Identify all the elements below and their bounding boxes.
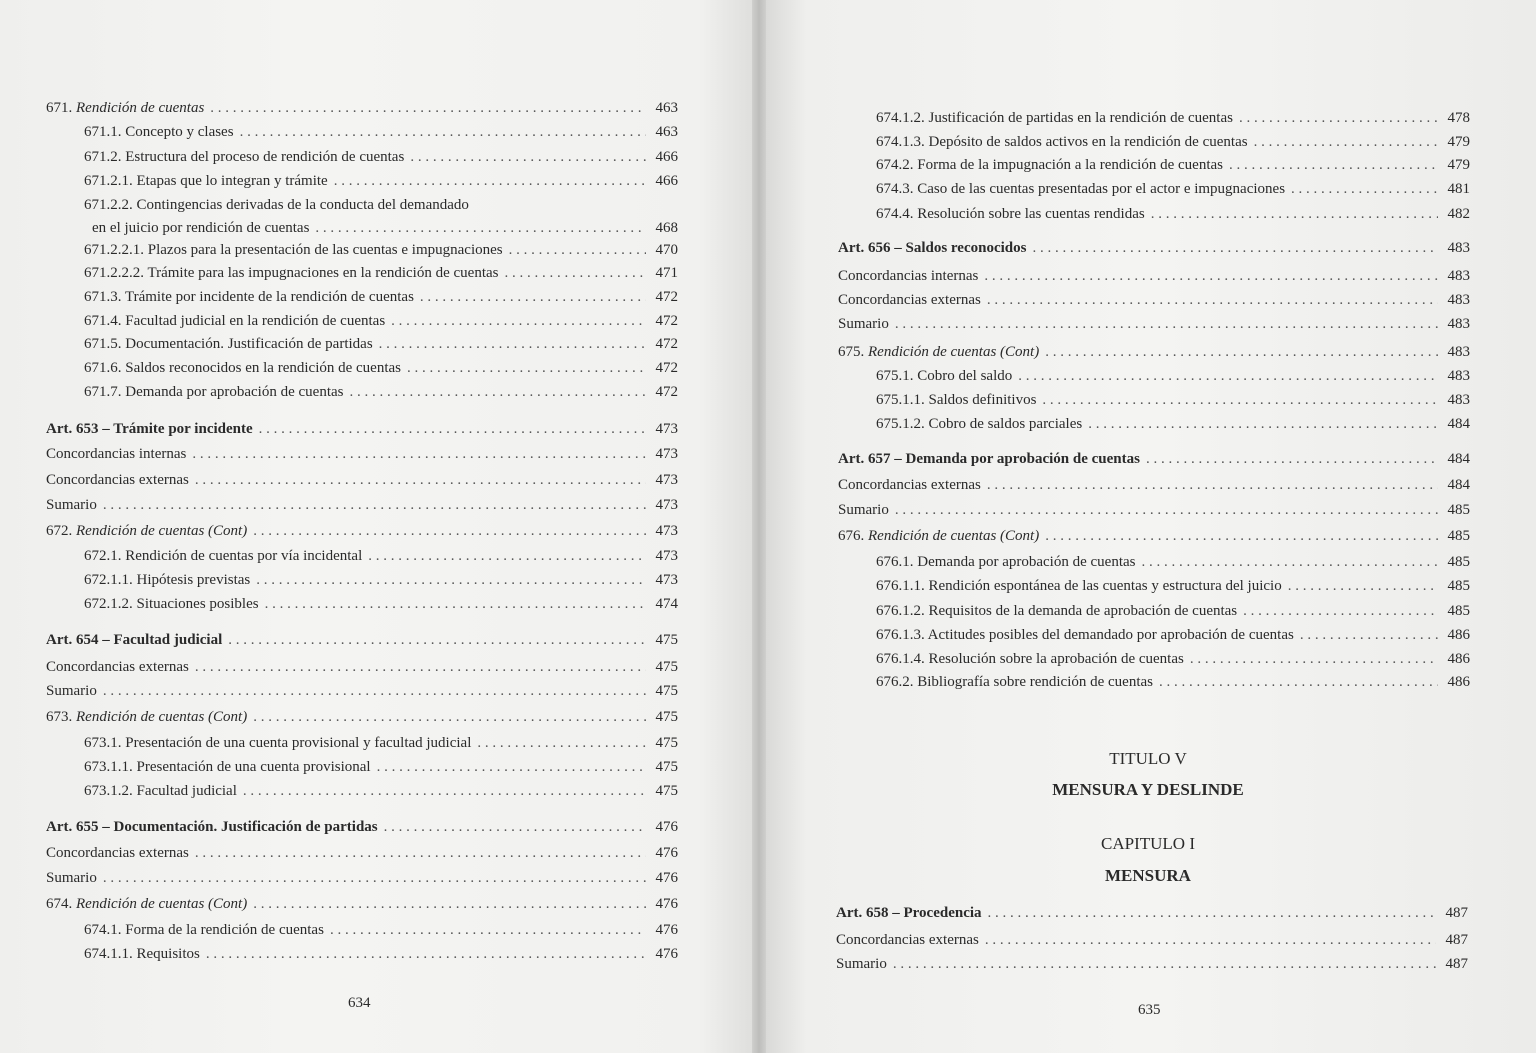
dot-leader [103, 867, 646, 889]
capitulo-name-heading: MENSURA [1105, 866, 1191, 885]
toc-page-number: 473 [655, 523, 678, 539]
dot-leader [987, 474, 1438, 496]
dot-leader [103, 680, 646, 702]
dot-leader [350, 381, 647, 403]
toc-entry [92, 217, 678, 239]
dot-leader [477, 732, 646, 754]
dot-leader [195, 469, 646, 491]
toc-entry [84, 943, 678, 965]
toc-entry [876, 154, 1470, 176]
dot-leader [1032, 237, 1438, 259]
toc-section-number: 676. [838, 528, 865, 544]
toc-section-entry [838, 525, 1470, 547]
dot-leader [256, 569, 646, 591]
toc-page-number: 471 [655, 265, 678, 281]
toc-page-number: 485 [1447, 528, 1470, 544]
toc-entry [84, 732, 678, 754]
toc-entry-text: 674.1.3. Depósito de saldos activos en la rendición de cuentas [876, 134, 1248, 150]
toc-entry-text: Concordancias internas [838, 268, 979, 284]
dot-leader [315, 217, 646, 239]
toc-entry-text: Sumario [836, 956, 887, 972]
toc-entry-text: Art. 653 – Trámite por incidente [46, 421, 253, 437]
toc-page-number: 475 [655, 709, 678, 725]
dot-leader [195, 656, 646, 678]
toc-section-entry [838, 341, 1470, 363]
toc-page-number: 473 [655, 421, 678, 437]
dot-leader [195, 842, 646, 864]
right-page-number: 635 [1138, 1002, 1161, 1018]
toc-page-number: 485 [1447, 554, 1470, 570]
toc-page-number: 483 [1447, 268, 1470, 284]
toc-page-number: 473 [655, 548, 678, 564]
toc-section-entry [46, 97, 678, 119]
book-gutter [752, 0, 766, 1053]
toc-entry-text: 671.2.2. Contingencias derivadas de la conducta del demandado [84, 197, 469, 213]
toc-entry-text: Rendición de cuentas (Cont) [868, 344, 1040, 360]
toc-page-number: 487 [1445, 956, 1468, 972]
toc-entry-text: Concordancias externas [838, 292, 981, 308]
toc-entry-text: Rendición de cuentas [76, 100, 205, 116]
toc-entry-text: 674.1.1. Requisitos [84, 946, 200, 962]
toc-entry [838, 265, 1470, 287]
toc-entry-text: Sumario [838, 502, 889, 518]
toc-entry-text: Sumario [46, 870, 97, 886]
dot-leader [1159, 671, 1438, 693]
toc-entry-text: Concordancias externas [836, 932, 979, 948]
toc-entry-text: Concordancias internas [46, 446, 187, 462]
toc-entry-text: Concordancias externas [838, 477, 981, 493]
toc-entry [84, 194, 678, 216]
dot-leader [984, 265, 1438, 287]
toc-entry-text: 671.2. Estructura del proceso de rendición de cuentas [84, 149, 405, 165]
toc-entry [838, 313, 1470, 335]
toc-entry [84, 357, 678, 379]
toc-page-number: 479 [1447, 134, 1470, 150]
toc-entry-text: 671.6. Saldos reconocidos en la rendición de cuentas [84, 360, 401, 376]
toc-page-number: 476 [655, 896, 678, 912]
toc-entry-text: Concordancias externas [46, 659, 189, 675]
toc-entry [46, 443, 678, 465]
dot-leader [259, 418, 646, 440]
toc-page-number: 483 [1447, 292, 1470, 308]
dot-leader [1291, 178, 1438, 200]
toc-entry-text: 676.1.2. Requisitos de la demanda de aprobación de cuentas [876, 603, 1238, 619]
toc-entry [84, 919, 678, 941]
toc-section-entry [46, 893, 678, 915]
toc-page-number: 473 [655, 472, 678, 488]
titulo-name-heading: MENSURA Y DESLINDE [1052, 780, 1244, 799]
dot-leader [1239, 107, 1438, 129]
toc-entry-text: 675.1.2. Cobro de saldos parciales [876, 416, 1083, 432]
toc-page-number: 473 [655, 497, 678, 513]
toc-page-number: 476 [655, 946, 678, 962]
toc-entry-text: Sumario [46, 497, 97, 513]
toc-entry-text: Concordancias externas [46, 845, 189, 861]
toc-page-number: 486 [1447, 674, 1470, 690]
toc-entry [84, 310, 678, 332]
dot-leader [988, 902, 1436, 924]
toc-entry [84, 756, 678, 778]
capitulo-heading: CAPITULO I [1101, 834, 1195, 853]
toc-page-number: 478 [1447, 110, 1470, 126]
dot-leader [240, 121, 646, 143]
toc-entry [876, 600, 1470, 622]
toc-page-number: 472 [655, 384, 678, 400]
toc-entry [84, 286, 678, 308]
toc-entry-text: en el juicio por rendición de cuentas [92, 220, 310, 236]
toc-entry-text: Art. 655 – Documentación. Justificación de partidas [46, 819, 378, 835]
toc-page-number: 479 [1447, 157, 1470, 173]
toc-entry [838, 289, 1470, 311]
toc-page-number: 485 [1447, 578, 1470, 594]
toc-page-number: 483 [1447, 344, 1470, 360]
dot-leader [1146, 448, 1438, 470]
dot-leader [410, 146, 646, 168]
toc-page-number: 481 [1447, 181, 1470, 197]
toc-entry [84, 780, 678, 802]
toc-page-number: 466 [655, 149, 678, 165]
toc-entry-text: 671.5. Documentación. Justificación de partidas [84, 336, 373, 352]
toc-entry [876, 624, 1470, 646]
dot-leader [1300, 624, 1438, 646]
dot-leader [334, 170, 646, 192]
toc-page-number: 483 [1447, 392, 1470, 408]
dot-leader [206, 943, 646, 965]
toc-page-number: 475 [655, 783, 678, 799]
toc-entry [46, 867, 678, 889]
toc-article-entry [838, 237, 1470, 259]
toc-article-entry [836, 902, 1468, 924]
toc-entry-text: Concordancias externas [46, 472, 189, 488]
toc-page-number: 485 [1447, 502, 1470, 518]
toc-entry-text: 673.1.2. Facultad judicial [84, 783, 237, 799]
dot-leader [253, 706, 646, 728]
toc-entry [84, 121, 678, 143]
toc-article-entry [838, 448, 1470, 470]
dot-leader [228, 629, 646, 651]
toc-entry-text: 675.1.1. Saldos definitivos [876, 392, 1037, 408]
toc-page-number: 473 [655, 446, 678, 462]
toc-section-entry [46, 706, 678, 728]
toc-page-number: 487 [1445, 932, 1468, 948]
toc-entry [838, 499, 1470, 521]
dot-leader [985, 929, 1436, 951]
toc-section-number: 672. [46, 523, 73, 539]
toc-entry-text: Sumario [46, 683, 97, 699]
toc-page-number: 472 [655, 289, 678, 305]
toc-entry-text: 676.1.1. Rendición espontánea de las cuentas y estructura del juicio [876, 578, 1282, 594]
toc-page-number: 473 [655, 572, 678, 588]
toc-entry [876, 551, 1470, 573]
toc-page-number: 472 [655, 336, 678, 352]
toc-section-entry [46, 520, 678, 542]
dot-leader [1190, 648, 1438, 670]
toc-page-number: 475 [655, 735, 678, 751]
toc-entry [46, 680, 678, 702]
dot-leader [895, 499, 1438, 521]
toc-entry [876, 671, 1470, 693]
dot-leader [407, 357, 646, 379]
toc-entry [876, 131, 1470, 153]
toc-page-number: 483 [1447, 368, 1470, 384]
dot-leader [987, 289, 1438, 311]
toc-entry [876, 413, 1470, 435]
toc-page-number: 486 [1447, 651, 1470, 667]
toc-page-number: 475 [655, 632, 678, 648]
toc-entry [84, 170, 678, 192]
dot-leader [377, 756, 646, 778]
toc-entry [84, 262, 678, 284]
toc-entry-text: 673.1.1. Presentación de una cuenta provisional [84, 759, 371, 775]
toc-entry [836, 929, 1468, 951]
dot-leader [379, 333, 646, 355]
toc-entry [84, 569, 678, 591]
toc-section-number: 674. [46, 896, 73, 912]
dot-leader [1018, 365, 1438, 387]
left-page-number: 634 [348, 995, 371, 1011]
toc-entry-text: 672.1.2. Situaciones posibles [84, 596, 259, 612]
toc-section-number: 673. [46, 709, 73, 725]
toc-page-number: 476 [655, 845, 678, 861]
dot-leader [1243, 600, 1438, 622]
toc-article-entry [46, 629, 678, 651]
dot-leader [368, 545, 646, 567]
toc-page-number: 476 [655, 870, 678, 886]
toc-entry-text: 674.1.2. Justificación de partidas en la rendición de cuentas [876, 110, 1233, 126]
toc-entry-text: 671.2.2.2. Trámite para las impugnaciones en la rendición de cuentas [84, 265, 499, 281]
toc-page-number: 463 [655, 100, 678, 116]
toc-entry-text: 676.1.4. Resolución sobre la aprobación de cuentas [876, 651, 1184, 667]
toc-entry [876, 107, 1470, 129]
toc-entry [46, 656, 678, 678]
toc-section-number: 675. [838, 344, 865, 360]
dot-leader [210, 97, 646, 119]
dot-leader [1045, 525, 1438, 547]
toc-page-number: 486 [1447, 627, 1470, 643]
dot-leader [1042, 389, 1438, 411]
dot-leader [384, 816, 646, 838]
toc-entry [836, 953, 1468, 975]
toc-entry-text: 674.1. Forma de la rendición de cuentas [84, 922, 324, 938]
toc-entry [46, 842, 678, 864]
dot-leader [420, 286, 646, 308]
toc-entry [84, 239, 678, 261]
dot-leader [1151, 203, 1438, 225]
toc-page-number: 468 [655, 220, 678, 236]
toc-page-number: 476 [655, 922, 678, 938]
dot-leader [265, 593, 646, 615]
dot-leader [1288, 575, 1438, 597]
dot-leader [893, 953, 1436, 975]
toc-entry [84, 593, 678, 615]
toc-entry-text: Art. 658 – Procedencia [836, 905, 982, 921]
dot-leader [1254, 131, 1438, 153]
toc-entry-text: 671.1. Concepto y clases [84, 124, 234, 140]
toc-entry-text: Rendición de cuentas (Cont) [76, 523, 248, 539]
toc-entry [46, 494, 678, 516]
dot-leader [509, 239, 646, 261]
toc-page-number: 482 [1447, 206, 1470, 222]
toc-page-number: 484 [1447, 451, 1470, 467]
toc-entry [876, 365, 1470, 387]
dot-leader [103, 494, 646, 516]
toc-page-number: 470 [655, 242, 678, 258]
toc-entry-text: 673.1. Presentación de una cuenta provisional y facultad judicial [84, 735, 472, 751]
toc-entry-text: Sumario [838, 316, 889, 332]
dot-leader [504, 262, 646, 284]
toc-page-number: 484 [1447, 416, 1470, 432]
dot-leader [895, 313, 1438, 335]
toc-page-number: 474 [655, 596, 678, 612]
toc-entry [876, 203, 1470, 225]
toc-entry-text: 674.3. Caso de las cuentas presentadas por el actor e impugnaciones [876, 181, 1286, 197]
toc-entry-text: Art. 657 – Demanda por aprobación de cuentas [838, 451, 1140, 467]
toc-entry-text: Art. 656 – Saldos reconocidos [838, 240, 1027, 256]
toc-entry-text: 674.2. Forma de la impugnación a la rendición de cuentas [876, 157, 1223, 173]
toc-entry-text: Rendición de cuentas (Cont) [76, 709, 248, 725]
toc-entry [84, 381, 678, 403]
toc-entry-text: 671.7. Demanda por aprobación de cuentas [84, 384, 344, 400]
toc-entry-text: 671.4. Facultad judicial en la rendición de cuentas [84, 313, 386, 329]
toc-entry-text: 676.1.3. Actitudes posibles del demandado por aprobación de cuentas [876, 627, 1294, 643]
toc-page-number: 466 [655, 173, 678, 189]
toc-entry-text: Rendición de cuentas (Cont) [868, 528, 1040, 544]
toc-entry-text: 675.1. Cobro del saldo [876, 368, 1013, 384]
toc-page-number: 475 [655, 759, 678, 775]
toc-article-entry [46, 418, 678, 440]
dot-leader [1088, 413, 1438, 435]
toc-entry-text: 676.1. Demanda por aprobación de cuentas [876, 554, 1136, 570]
toc-entry [876, 575, 1470, 597]
toc-entry [46, 469, 678, 491]
toc-entry [84, 333, 678, 355]
dot-leader [192, 443, 646, 465]
toc-entry [876, 648, 1470, 670]
toc-section-number: 671. [46, 100, 73, 116]
toc-page-number: 484 [1447, 477, 1470, 493]
toc-page-number: 475 [655, 683, 678, 699]
toc-page-number: 475 [655, 659, 678, 675]
toc-entry-text: 672.1. Rendición de cuentas por vía incidental [84, 548, 363, 564]
toc-entry-text: 676.2. Bibliografía sobre rendición de cuentas [876, 674, 1154, 690]
toc-page-number: 483 [1447, 240, 1470, 256]
toc-page-number: 472 [655, 313, 678, 329]
toc-entry-text: Art. 654 – Facultad judicial [46, 632, 223, 648]
toc-entry [876, 389, 1470, 411]
titulo-heading: TITULO V [1109, 749, 1187, 768]
dot-leader [243, 780, 646, 802]
dot-leader [1229, 154, 1438, 176]
dot-leader [1142, 551, 1439, 573]
toc-entry-text: Rendición de cuentas (Cont) [76, 896, 248, 912]
toc-page-number: 476 [655, 819, 678, 835]
toc-page-number: 487 [1445, 905, 1468, 921]
toc-entry [84, 545, 678, 567]
toc-page-number: 483 [1447, 316, 1470, 332]
toc-article-entry [46, 816, 678, 838]
dot-leader [253, 520, 646, 542]
toc-entry [838, 474, 1470, 496]
toc-page-number: 485 [1447, 603, 1470, 619]
toc-page-number: 463 [655, 124, 678, 140]
toc-entry-text: 671.2.1. Etapas que lo integran y trámite [84, 173, 328, 189]
toc-entry-text: 672.1.1. Hipótesis previstas [84, 572, 251, 588]
toc-entry-text: 671.2.2.1. Plazos para la presentación de las cuentas e impugnaciones [84, 242, 503, 258]
toc-entry [84, 146, 678, 168]
toc-entry-text: 671.3. Trámite por incidente de la rendición de cuentas [84, 289, 414, 305]
dot-leader [253, 893, 646, 915]
toc-entry-text: 674.4. Resolución sobre las cuentas rendidas [876, 206, 1145, 222]
dot-leader [1045, 341, 1438, 363]
toc-page-number: 472 [655, 360, 678, 376]
dot-leader [391, 310, 646, 332]
dot-leader [330, 919, 646, 941]
toc-entry [876, 178, 1470, 200]
